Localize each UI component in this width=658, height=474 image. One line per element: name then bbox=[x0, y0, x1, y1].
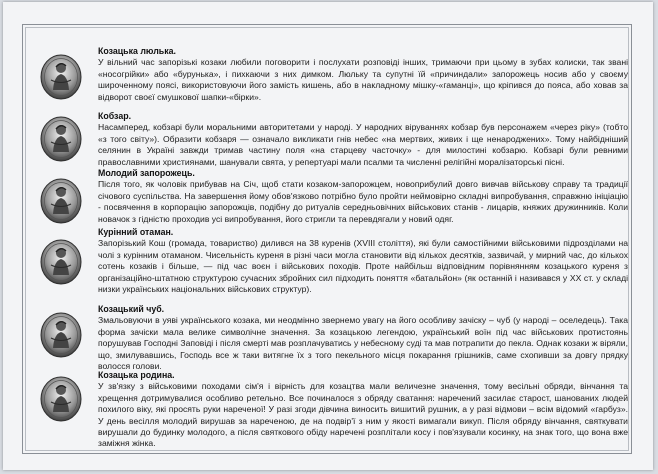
section-body: Змальовуючи в уяві українського козака, ми неодмінно звернемо увагу на його особливу зачіску – чуб (у народі – оселедець). Така форма зачіски мала велике символічне значення. За козацькою легендою, український воїн під час військових протистоянь порушував Господні Заповіді і після смерті мав розплачуватись у небесному суді та мав потрапити до пекла. Однак козаки ж віряли, що, змилувавшись, Господь все ж таки витягне їх з того пекельного місця покарання грішників, саме схопивши за довгу прядку волосся голови. bbox=[98, 315, 628, 372]
section-title: Козацька родина. bbox=[98, 370, 175, 380]
kurin-ataman-medallion-icon bbox=[40, 239, 82, 285]
section-title: Кобзар. bbox=[98, 111, 132, 121]
section-body: Запорізький Кош (громада, товариство) дилився на 38 куренів (XVIII століття), які були самостійними військовими підрозділами на чолі з курінним отаманом. Чисельність куреня в різні часи могла становити від кількох десятків, зазвичай, у мирний час, до кількох сотень козаків і більше, — під час воєн і військових походів. Проте найбільш відповідним порівнянням козацького куреня з організаційно-штатною структурою сучасних збройних сил підходить поняття «батальйон» (як останній і називався у XX ст. у складі низки українських національних військових структур). bbox=[98, 238, 628, 295]
section-body: Насамперед, кобзарі були моральними авторитетами у народі. У народних віруваннях кобзар був персонажем «через ріку» (тобто «з того світу»). Образити кобзаря — означало викликати гнів небес «на мертвих, живих і ще ненароджених». Тому найбідніший селянин в Україні завжди тримав частину поля «на старцеву часточку» - для милостині кобзарю. Кобзарі були ревними православними християнами, шанували свята, у репертуарі мали псалми та численні релігійні моралізаторські пісні. bbox=[98, 122, 628, 167]
young-cossack-medallion-icon bbox=[40, 178, 82, 224]
section-body: Після того, як чоловік прибував на Січ, щоб стати козаком-запорожцем, новоприбулий довго вивчав військову справу та традиції січового суспільства. На завершення йому обов'язково потрібно було пройти неймовірно складні випробування, справжню ініціацію - посвячення в корпорацію запорожців, подібну до ритуалів середньовічних військових станів - лицарів, княжих дружинників. Коли новачок з гідністю проходив усі випробування, його стригли та перевдягали у новий одяг. bbox=[98, 179, 628, 224]
section-title: Козацька люлька. bbox=[98, 46, 176, 56]
section-title: Молодий запорожець. bbox=[98, 168, 195, 178]
cossack-forelock-medallion-icon bbox=[40, 312, 82, 358]
cossack-pipe-medallion-icon bbox=[40, 54, 82, 100]
section-title: Козацький чуб. bbox=[98, 304, 165, 314]
section-title: Курінний отаман. bbox=[98, 227, 174, 237]
section-body: У зв'язку з військовими походами сім'я і вірність для козацтва мали величезне значення, тому весільні обряди, вінчання та хрещення дотримувалися особливо ретельно. Все починалося з обряду сватання: наречений засилає старост, шанованих людей похилого віку, які просять руки нареченої! У разі згоди дівчина виносить вишитий рушник, а у разі відмови – всім відомий «гарбуз». У день весілля молодий вирушав за нареченою, де на подвір'ї з ним у якості вимагали викуп. Після обряду вінчання, святкувати вирушали до будинку молодого, а після святкового обіду наречені розплітали косу і пов'язували косинку, на знак того, що вона вже заміжня жінка. bbox=[98, 381, 628, 449]
section-body: У вільний час запорізькі козаки любили поговорити і послухати розповіді інших, тримаючи при цьому в зубах колиски, так звані «носогрійки» або «бурунька», і пихкаючи з них димком. Люльку та супутні їй «причиндали» запорожець носив або у своєму широченному поясі, використовуючи його замість кишень, або в накладному мішку-«гаманці», що кріпився до пояса, або ховав за відворот своєї смушкової шапки-«бірки». bbox=[98, 57, 628, 102]
cossack-family-medallion-icon bbox=[40, 376, 82, 422]
kobzar-medallion-icon bbox=[40, 116, 82, 162]
